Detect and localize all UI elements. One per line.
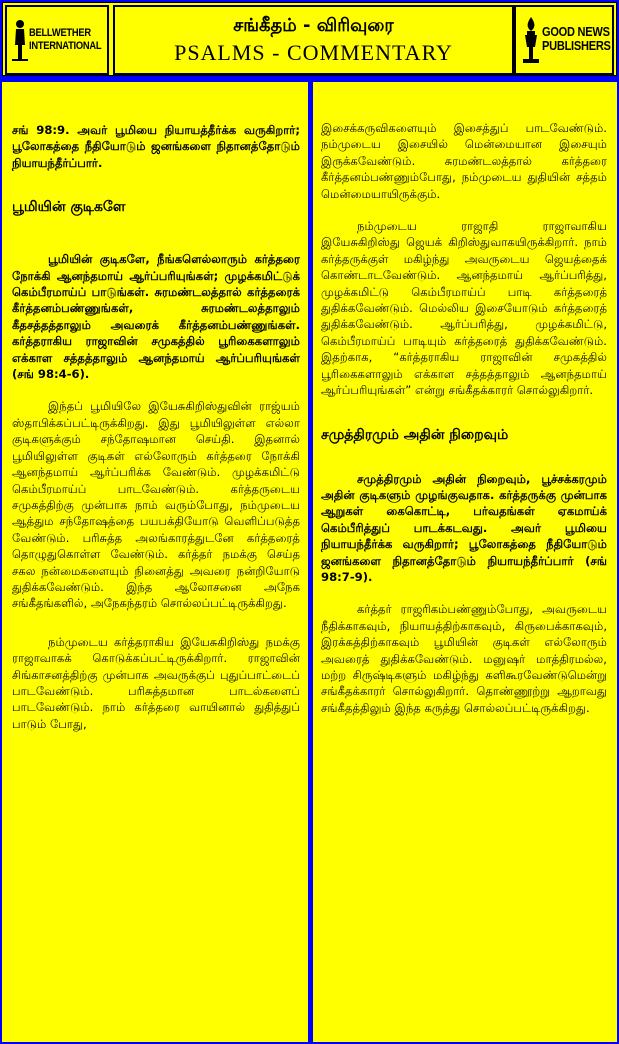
- commentary-paragraph: நம்முடைய ராஜாதி ராஜாவாகிய இயேசுகிறிஸ்து ஜெயக் கிறிஸ்துவாகயிருக்கிறார். நாம் கர்த்தருக்குள் மகிழ்ந்து அவருடைய ஜெயத்தைக் கொண்டாடவேண்டும். ஆனந்தமாய் ஆர்ப்பரித்து, முழக்கமிட்டு கெம்பீரமாய்ப் பாடி கர்த்தரைத் துதிக்கவேண்டும். மெல்லிய இசையோடும் கர்த்தரைத் துதிக்கவேண்டும். ஆர்ப்பரித்து, முழக்கமிட்டு, கெம்பீரமாய்ப் பாடியும் கர்த்தரைத் துதிக்கவேண்டும். இதற்காக, “கர்த்தராகிய ராஜாவின் சமுகத்தில் பூரிகைகளாலும் எக்காள சத்தத்தாலும் ஆனந்தமாய் ஆர்ப்பரியுங்கள்” என்று சங்கீதக்காரர் சொல்லுகிறார்.: [321, 219, 607, 398]
- title-tamil: சங்கீதம் - விரிவுரை: [233, 15, 394, 36]
- bellwether-logo: [5, 5, 109, 75]
- right-column: [313, 82, 617, 1042]
- bell-figure-icon: [12, 19, 28, 61]
- good-news-logo: [514, 5, 614, 75]
- lamp-figure-icon: [522, 17, 540, 63]
- commentary-paragraph: இந்தப் பூமியிலே இயேசுகிறிஸ்துவின் ராஜ்யம் ஸ்தாபிக்கப்பட்டிருக்கிறது. இது பூமியிலுள்ள எல்லா குடிகளுக்கும் சந்தோஷமான செய்தி. இதனால் பூமியிலுள்ள குடிகள் எல்லோரும் கர்த்தரை நோக்கி ஆனந்தமாய் ஆர்ப்பரிக்க வேண்டும். முழக்கமிட்டு கெம்பீரமாய்ப் பாடவேண்டும். கர்த்தருடைய சமுகத்திற்கு முன்பாக நாம் வரும்போது, நம்முடைய ஆத்தும சந்தோஷத்தை பயபக்தியோடு வெளிப்படுத்த வேண்டும். பரிசுத்த அலங்காரத்துடனே கர்த்தரைத் தொழுதுகொள்ள வேண்டும். கர்த்தர் நமக்கு செய்த சகல நன்மைகளையும் நினைத்து அவரை நன்றியோடு துதிக்கவேண்டும். இந்த ஆலோசனை அநேக சங்கீதங்களில், அநேகந்தரம் சொல்லப்பட்டிருக்கிறது.: [12, 399, 300, 611]
- commentary-paragraph: கர்த்தர் ராஜரிகம்பண்ணும்போது, அவருடைய நீதிக்காகவும், நியாயத்திற்காகவும், கிருபைக்காகவும், இரக்கத்திற்காகவும் பூமியின் குடிகள் எல்லோரும் அவரைத் துதிக்கவேண்டும். மனுஷர் மாத்திரமல்ல, மற்ற சிருஷ்டிகளும் மகிழ்ந்து களிகூரவேண்டுமென்று சங்கீதக்காரர் சொல்லுகிறார். தொண்ணூற்று ஆறாவது சங்கீதத்திலும் இந்த கருத்து சொல்லப்பட்டிருக்கிறது.: [321, 602, 607, 715]
- scripture-quote: பூமியின் குடிகளே, நீங்களெல்லாரும் கர்த்தரை நோக்கி ஆனந்தமாய் ஆர்ப்பரியுங்கள்; முழக்கமிட்டுக் கெம்பீரமாய்ப் பாடுங்கள். சுரமண்டலத்தால் கர்த்தரைக் கீர்த்தனம்பண்ணுங்கள், சுரமண்டலத்தாலும் கீதசத்தத்தாலும் அவரைக் கீர்த்தனம்பண்ணுங்கள். கர்த்தராகிய ராஜாவின் சமுகத்தில் பூரிகைகளாலும் எக்காள சத்தத்தாலும் ஆனந்தமாய் ஆர்ப்பரியுங்கள் (சங் 98:4-6).: [12, 252, 300, 382]
- bellwether-logo-text: BELLWETHER INTERNATIONAL: [29, 27, 102, 52]
- section-heading-earth-inhabitants: பூமியின் குடிகளே: [12, 199, 126, 216]
- verse-reference: சங் 98:9. அவர் பூமியை நியாயத்தீர்க்க வருகிறார்; பூலோகத்தை நீதியோடும் ஜனங்களை நிதானத்தோடும் நியாயந்தீர்ப்பார்.: [12, 123, 300, 170]
- commentary-paragraph: இசைக்கருவிகளையும் இசைத்துப் பாடவேண்டும். நம்முடைய இசையில் மென்மையான இசையும் இருக்கவேண்டும். சுரமண்டலத்தால் கர்த்தரை கீர்த்தனம்பண்ணும்போது, நம்முடைய துதியின் சத்தம் மென்மையாயிருக்கும்.: [321, 121, 607, 201]
- page-title: [113, 5, 514, 75]
- good-news-logo-text: GOOD NEWS PUBLISHERS: [542, 24, 611, 53]
- commentary-paragraph: நம்முடைய கர்த்தராகிய இயேசுகிறிஸ்து நமக்கு ராஜாவாகக் கொடுக்கப்பட்டிருக்கிறார். ராஜாவின் சிங்காசனத்திற்கு முன்பாக அவருக்குப் புதுப்பாட்டைப் பாடவேண்டும். பரிசுத்தமான பாடல்களைப் பாடவேண்டும். நாம் கர்த்தரை வாயினால் துதித்துப் பாடும் போது,: [12, 634, 300, 731]
- title-english: PSALMS - COMMENTARY: [174, 40, 453, 65]
- page-header: [2, 2, 617, 76]
- section-heading-sea: சமுத்திரமும் அதின் நிறைவும்: [321, 426, 509, 443]
- scripture-quote: சமுத்திரமும் அதின் நிறைவும், பூச்சக்கரமும் அதின் குடிகளும் முழங்குவதாக. கர்த்தருக்கு முன்பாக ஆறுகள் கைகொட்டி, பர்வதங்கள் ஏகமாய்க் கெம்பீரித்துப் பாடக்கடவது. அவர் பூமியை நியாயந்தீர்க்க வருகிறார்; பூலோகத்தை நீதியோடும் ஜனங்களை நிதானத்தோடும் நியாயந்தீர்ப்பார் (சங் 98:7-9).: [321, 471, 607, 584]
- left-column: [2, 82, 308, 1042]
